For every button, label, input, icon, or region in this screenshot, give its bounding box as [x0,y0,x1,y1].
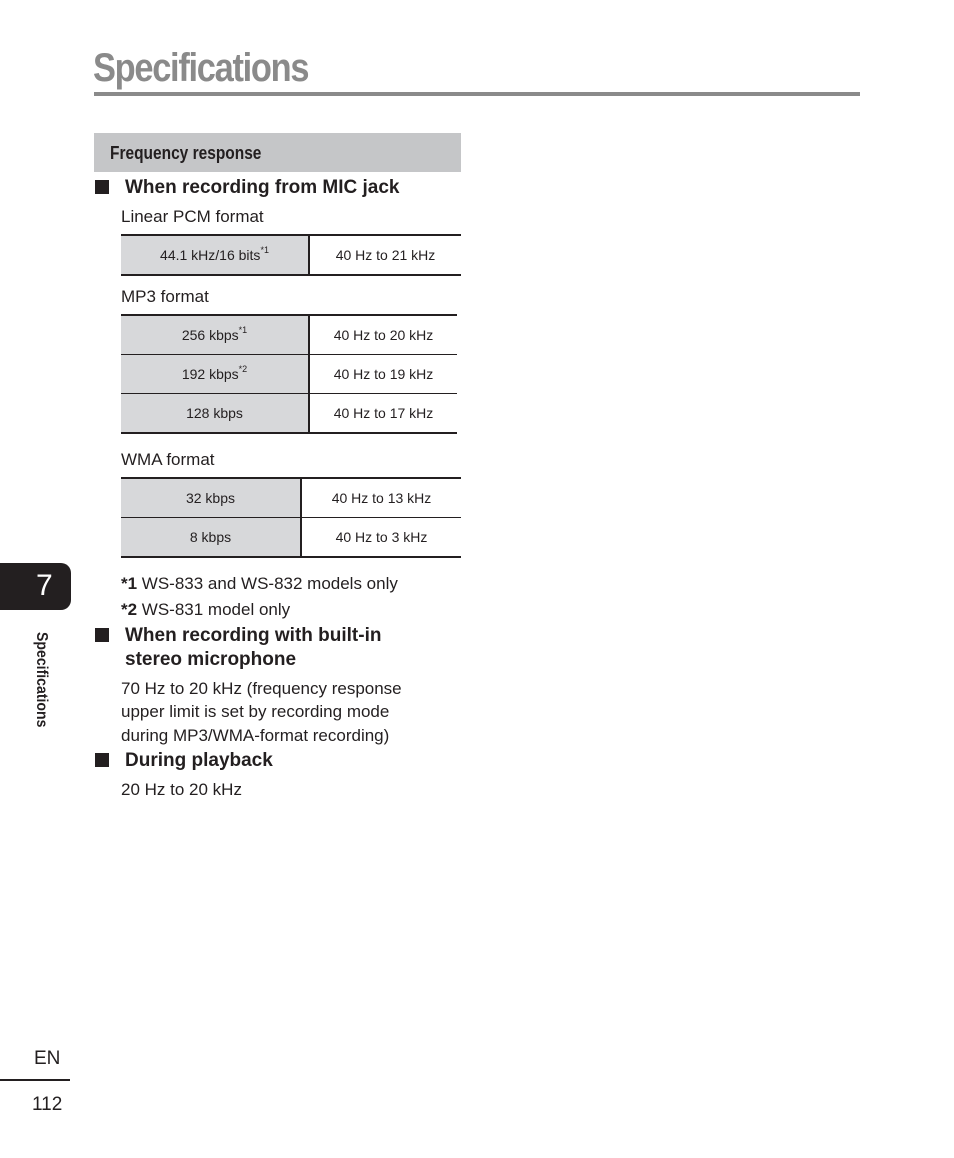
builtin-mic-text-line2: upper limit is set by recording mode [121,702,390,721]
table-value-cell: 40 Hz to 3 kHz [301,518,461,558]
table-row [121,478,461,518]
mp3-label: MP3 format [121,287,209,306]
section-header [94,133,461,172]
builtin-mic-text-line1: 70 Hz to 20 kHz (frequency response [121,679,402,698]
builtin-mic-text-line3: during MP3/WMA-format recording) [121,726,390,745]
table-value-cell: 40 Hz to 21 kHz [309,235,461,275]
chapter-label: Specifications [33,632,50,728]
chapter-tab [0,563,71,610]
bullet-square-icon [95,180,109,194]
mp3-table [121,314,457,434]
table-value-cell: 40 Hz to 19 kHz [309,355,457,394]
language-divider [0,1079,70,1081]
wma-label: WMA format [121,450,215,469]
chapter-side-label [32,632,56,752]
page-title: Specifications [93,46,309,90]
playback-heading: During playback [125,750,273,771]
chapter-number: 7 [36,569,53,602]
page-number: 112 [32,1094,63,1115]
bullet-square-icon [95,628,109,642]
table-row [121,518,461,558]
title-underline [94,92,860,96]
bullet-square-icon [95,753,109,767]
builtin-mic-heading-line1: When recording with built-in [125,625,382,646]
section-title: Frequency response [110,143,262,163]
playback-text: 20 Hz to 20 kHz [121,780,242,799]
footnote-2: *2 WS-831 model only [121,600,291,619]
table-value-cell: 40 Hz to 13 kHz [301,478,461,518]
table-value-cell: 40 Hz to 17 kHz [309,394,457,434]
linear-pcm-table [121,234,461,276]
table-key-cell: 44.1 kHz/16 bits$^{*1}$ [121,235,309,275]
builtin-mic-heading-line2: stereo microphone [125,649,297,670]
footnote-1: *1 WS-833 and WS-832 models only [121,574,398,593]
table-key-cell: 256 kbps$^{*1}$ [121,315,309,355]
table-row [121,394,457,434]
mic-jack-heading: When recording from MIC jack [125,177,400,198]
wma-table [121,477,461,558]
table-value-cell: 40 Hz to 20 kHz [309,315,457,355]
table-row [121,355,457,394]
table-key-cell: 8 kbps [121,518,301,558]
table-row [121,235,461,275]
table-row [121,315,457,355]
table-key-cell: 128 kbps [121,394,309,434]
language-code: EN [34,1048,61,1069]
table-key-cell: 32 kbps [121,478,301,518]
table-key-cell: 192 kbps$^{*2}$ [121,355,309,394]
linear-pcm-label: Linear PCM format [121,207,264,226]
